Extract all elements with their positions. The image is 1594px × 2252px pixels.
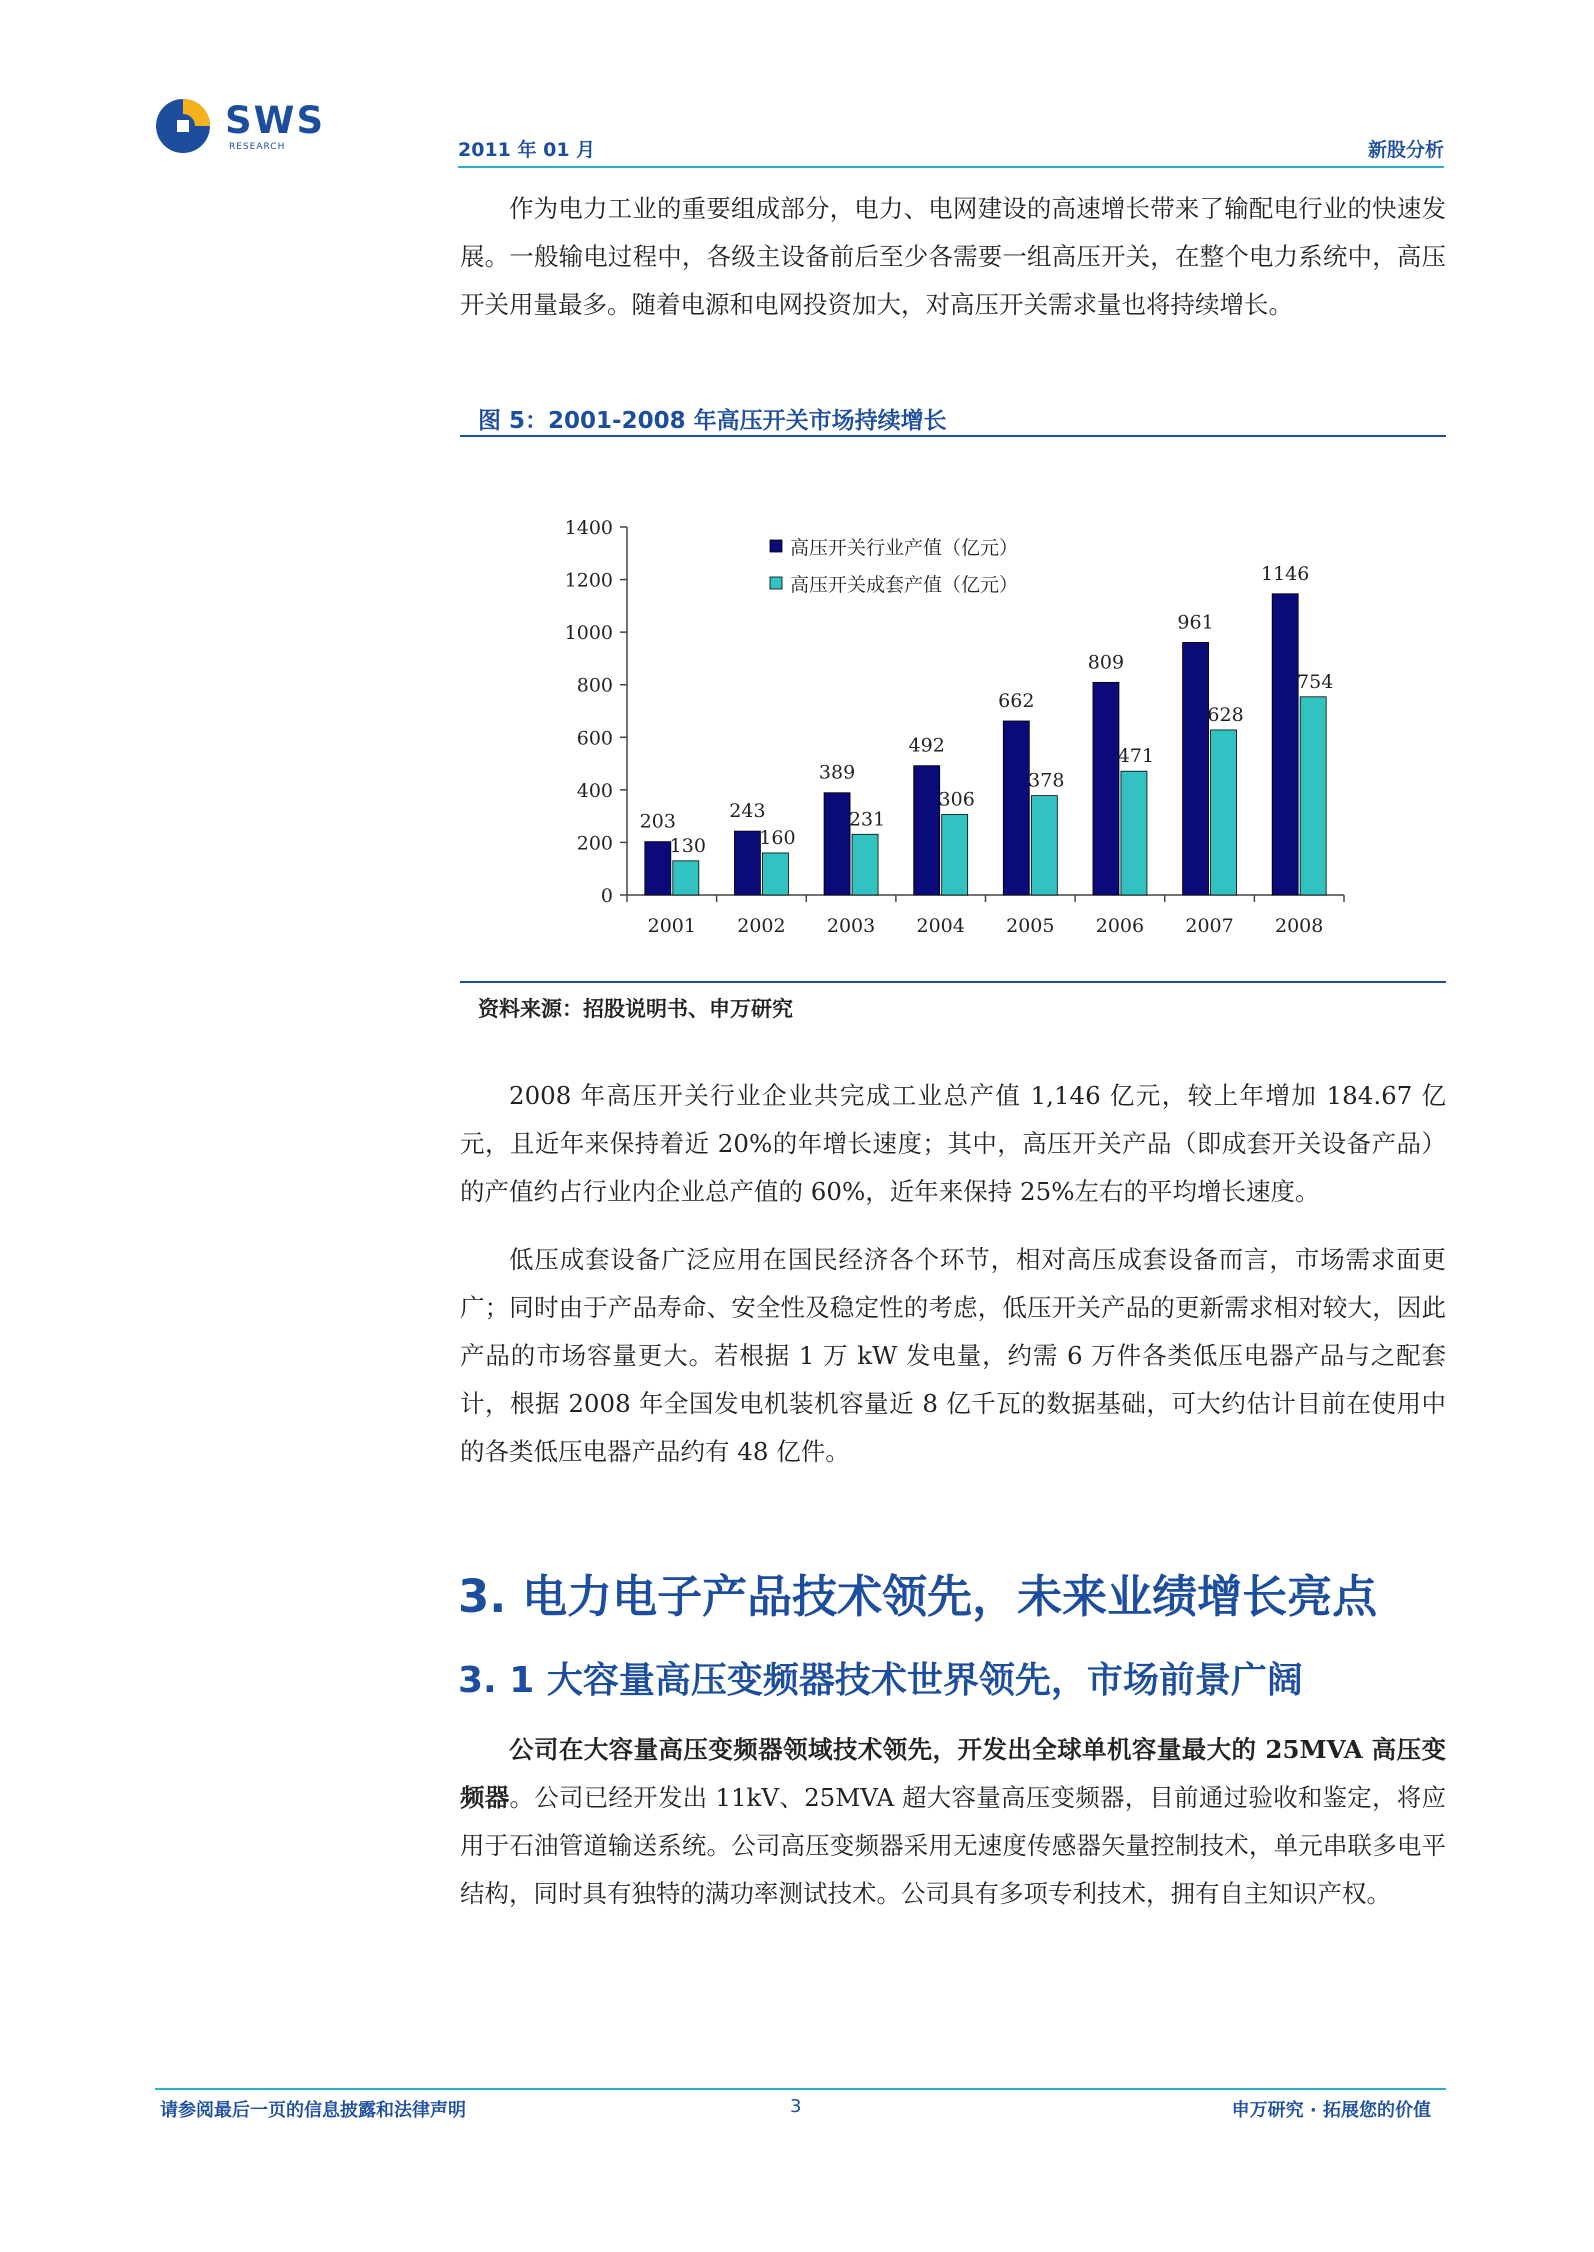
paragraph-4-text: 。公司已经开发出 11kV、25MVA 超大容量高压变频器，目前通过验收和鉴定，将应用于石油管道输送系统。公司高压变频器采用无速度传感器矢量控制技术，单元串联多电平结构，同时具有独特的满功率测试技术。公司具有多项专利技术，拥有自主知识产权。 xyxy=(460,1783,1447,1908)
data-label: 1146 xyxy=(1261,562,1310,585)
sws-logo xyxy=(155,92,325,162)
footer-disclaimer: 请参阅最后一页的信息披露和法律声明 xyxy=(160,2100,466,2121)
y-tick-label: 400 xyxy=(576,779,613,802)
legend-label: 高压开关成套产值（亿元） xyxy=(790,574,1019,596)
data-label: 130 xyxy=(669,834,706,857)
data-label: 389 xyxy=(818,761,856,784)
bar-complete-set-output xyxy=(1300,697,1326,895)
header-divider xyxy=(458,166,1444,168)
y-tick-label: 1200 xyxy=(564,569,613,592)
bar-industry-output xyxy=(734,831,760,895)
paragraph-4 xyxy=(460,1726,1446,1918)
x-tick-label: 2002 xyxy=(737,915,786,937)
data-label: 471 xyxy=(1117,745,1155,768)
data-label: 754 xyxy=(1297,670,1334,693)
legend-swatch xyxy=(770,577,782,589)
bar-industry-output xyxy=(1093,682,1119,895)
bar-complete-set-output xyxy=(1121,771,1147,895)
bar-complete-set-output xyxy=(1211,730,1237,895)
bar-industry-output xyxy=(914,766,940,895)
bar-complete-set-output xyxy=(942,815,968,895)
bar-industry-output xyxy=(1183,642,1209,895)
data-label: 809 xyxy=(1087,651,1125,674)
paragraph-1: 作为电力工业的重要组成部分，电力、电网建设的高速增长带来了输配电行业的快速发展。一般输电过程中，各级主设备前后至少各需要一组高压开关，在整个电力系统中，高压开关用量最多。随着电源和电网投资加大，对高压开关需求量也将持续增长。 xyxy=(460,194,1446,319)
bar-complete-set-output xyxy=(762,853,788,895)
data-label: 378 xyxy=(1028,769,1065,792)
data-label: 662 xyxy=(998,689,1035,712)
bar-industry-output xyxy=(1003,721,1029,895)
legend-swatch xyxy=(770,540,782,552)
paragraph-2: 2008 年高压开关行业企业共完成工业总产值 1,146 亿元，较上年增加 184.67 亿元，且近年来保持着近 20%的年增长速度；其中，高压开关产品（即成套开关设备产品）的产值约占行业内企业总产值的 60%，近年来保持 25%左右的平均增长速度。 xyxy=(460,1081,1446,1206)
bar-chart xyxy=(460,440,1446,980)
footer-slogan: 申万研究 · 拓展您的价值 xyxy=(1231,2100,1431,2121)
bar-complete-set-output xyxy=(673,861,699,895)
x-tick-label: 2005 xyxy=(1006,915,1055,937)
page-number: 3 xyxy=(790,2096,802,2117)
figure-title: 图 5：2001-2008 年高压开关市场持续增长 xyxy=(478,408,947,434)
logo-text: SWS xyxy=(225,99,326,142)
header-date: 2011 年 01 月 xyxy=(458,139,596,161)
subsection-heading: 3. 1 大容量高压变频器技术世界领先，市场前景广阔 xyxy=(458,1660,1303,1701)
bar-complete-set-output xyxy=(1031,796,1057,895)
legend-label: 高压开关行业产值（亿元） xyxy=(790,537,1019,559)
bar-industry-output xyxy=(824,793,850,895)
x-tick-label: 2007 xyxy=(1185,915,1234,937)
data-label: 306 xyxy=(938,788,975,811)
figure-source: 资料来源：招股说明书、申万研究 xyxy=(478,997,793,1021)
x-tick-label: 2003 xyxy=(826,915,876,937)
bar-industry-output xyxy=(1272,594,1298,895)
footer-divider xyxy=(155,2088,1446,2090)
figure-top-rule xyxy=(460,435,1446,437)
logo-subtext: RESEARCH xyxy=(229,142,286,152)
header-section: 新股分析 xyxy=(1367,139,1444,161)
data-label: 492 xyxy=(908,734,945,757)
y-tick-label: 0 xyxy=(600,885,613,907)
bar-industry-output xyxy=(645,842,671,895)
paragraph-4-bold: 公司在大容量高压变频器领域技术领先，开发出全球单机容量最大的 25MVA 高压变频器 xyxy=(460,1735,1446,1812)
y-tick-label: 800 xyxy=(576,674,613,697)
data-label: 231 xyxy=(848,808,886,831)
figure-bottom-rule xyxy=(460,981,1446,983)
x-tick-label: 2006 xyxy=(1095,915,1145,937)
y-tick-label: 1000 xyxy=(564,622,613,645)
y-tick-label: 600 xyxy=(576,727,613,750)
section-heading: 3. 电力电子产品技术领先，未来业绩增长亮点 xyxy=(458,1570,1378,1623)
paragraph-3: 低压成套设备广泛应用在国民经济各个环节，相对高压成套设备而言，市场需求面更广；同时由于产品寿命、安全性及稳定性的考虑，低压开关产品的更新需求相对较大，因此产品的市场容量更大。若根据 1 万 kW 发电量，约需 6 万件各类低压电器产品与之配套计，根据 2008 年全国发电机装机容量近 8 亿千瓦的数据基础，可大约估计目前在使用中的各类低压电器产品约有 48 亿件。 xyxy=(460,1245,1446,1466)
data-label: 160 xyxy=(759,826,796,849)
y-tick-label: 1400 xyxy=(564,517,613,539)
bar-complete-set-output xyxy=(852,834,878,895)
data-label: 628 xyxy=(1207,703,1244,726)
sws-logo-icon xyxy=(155,92,215,154)
data-label: 203 xyxy=(639,810,676,833)
x-tick-label: 2004 xyxy=(916,915,965,937)
x-tick-label: 2001 xyxy=(647,915,696,937)
data-label: 243 xyxy=(729,800,766,823)
x-tick-label: 2008 xyxy=(1275,915,1324,937)
data-label: 961 xyxy=(1177,611,1214,634)
y-tick-label: 200 xyxy=(576,832,613,855)
